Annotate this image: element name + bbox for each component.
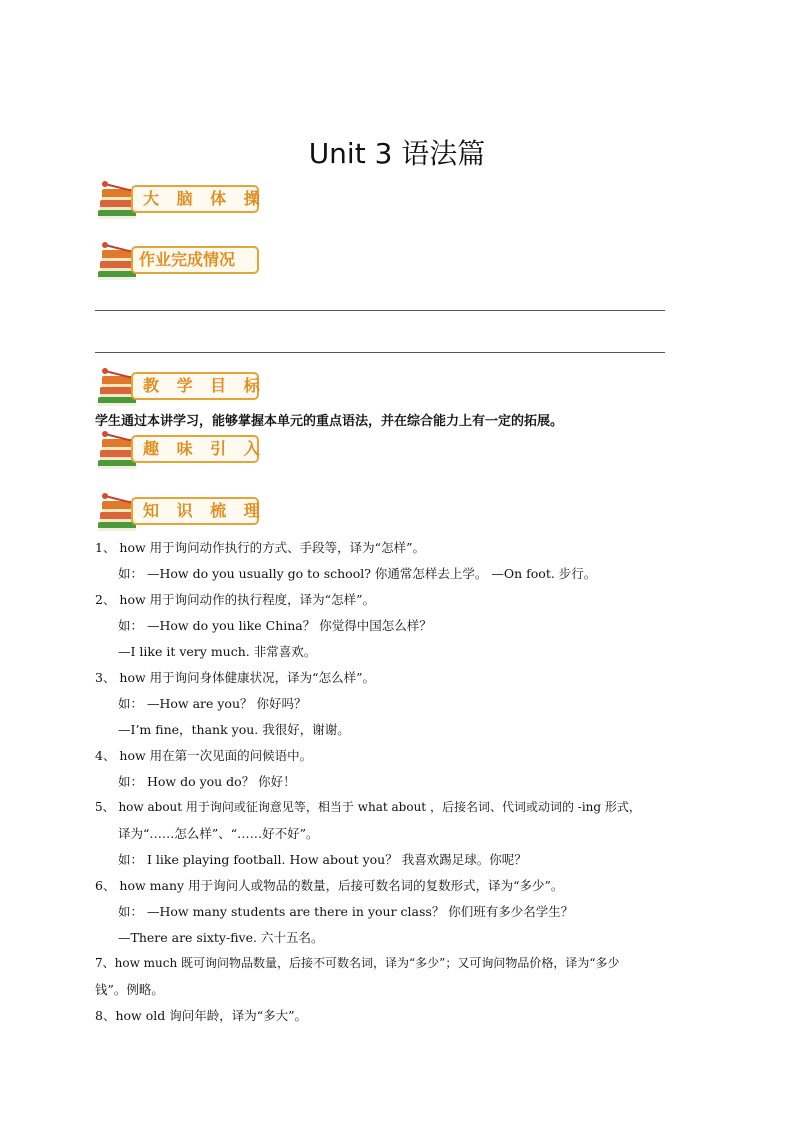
knowledge-line: 如： I like playing football. How about you？ 我喜欢踢足球。你呢？ bbox=[118, 852, 527, 867]
section-label-box bbox=[131, 246, 259, 274]
knowledge-line: 6、 how many 用于询问人或物品的数量，后接可数名词的复数形式，译为“多少”。 bbox=[95, 878, 564, 893]
section-label: 知 识 梳 理 bbox=[143, 501, 266, 520]
knowledge-line: 4、 how 用在第一次见面的问候语中。 bbox=[95, 748, 313, 763]
knowledge-line: 如： —How many students are there in your class？ 你们班有多少名学生？ bbox=[118, 904, 574, 919]
section-label: 作业完成情况 bbox=[139, 250, 236, 269]
knowledge-line: 8、how old 询问年龄，译为“多大”。 bbox=[95, 1008, 307, 1023]
page-title: Unit 3 语法篇 bbox=[308, 137, 486, 170]
teaching-objective: 学生通过本讲学习，能够掌握本单元的重点语法，并在综合能力上有一定的拓展。 bbox=[95, 414, 564, 429]
knowledge-line: 2、 how 用于询问动作的执行程度，译为“怎样”。 bbox=[95, 592, 375, 607]
knowledge-line: 译为“……怎么样”、“……好不好”。 bbox=[118, 826, 319, 841]
knowledge-line: 如： —How do you like China？ 你觉得中国怎么样？ bbox=[118, 618, 432, 633]
knowledge-line: 1、 how 用于询问动作执行的方式、手段等，译为“怎样”。 bbox=[95, 540, 425, 555]
section-banner-knowledge-review bbox=[95, 492, 265, 536]
knowledge-line: —There are sixty-five. 六十五名。 bbox=[118, 930, 324, 945]
knowledge-line: 如： —How do you usually go to school? 你通常怎样去上学。 —On foot. 步行。 bbox=[118, 566, 597, 581]
section-label-box bbox=[131, 435, 266, 463]
knowledge-line: —I’m fine，thank you. 我很好，谢谢。 bbox=[118, 722, 350, 737]
answer-line-1 bbox=[95, 310, 665, 311]
section-label-box bbox=[131, 372, 266, 400]
section-label-box bbox=[131, 497, 266, 525]
knowledge-line: —I like it very much. 非常喜欢。 bbox=[118, 644, 317, 659]
section-label: 教 学 目 标 bbox=[143, 376, 266, 395]
knowledge-line: 如： How do you do？ 你好！ bbox=[118, 774, 296, 789]
knowledge-line: 钱”。例略。 bbox=[95, 982, 164, 997]
section-label: 趣 味 引 入 bbox=[143, 439, 266, 458]
knowledge-line: 7、how much 既可询问物品数量，后接不可数名词，译为“多少”；又可询问物品价格，译为“多少 bbox=[95, 956, 620, 970]
section-banner-fun-intro bbox=[95, 430, 265, 474]
section-banner-teaching-goals bbox=[95, 367, 265, 411]
answer-line-2 bbox=[95, 352, 665, 353]
knowledge-line: 3、 how 用于询问身体健康状况，译为“怎么样”。 bbox=[95, 670, 375, 685]
section-label: 大 脑 体 操 bbox=[143, 189, 266, 208]
section-label-box bbox=[131, 185, 266, 213]
section-banner-brain-exercise bbox=[95, 180, 265, 224]
section-banner-homework-status bbox=[95, 241, 265, 285]
knowledge-line: 5、 how about 用于询问或征询意见等，相当于 what about ，后接名词、代词或动词的 -ing 形式， bbox=[95, 800, 641, 814]
knowledge-line: 如： —How are you？ 你好吗？ bbox=[118, 696, 307, 711]
